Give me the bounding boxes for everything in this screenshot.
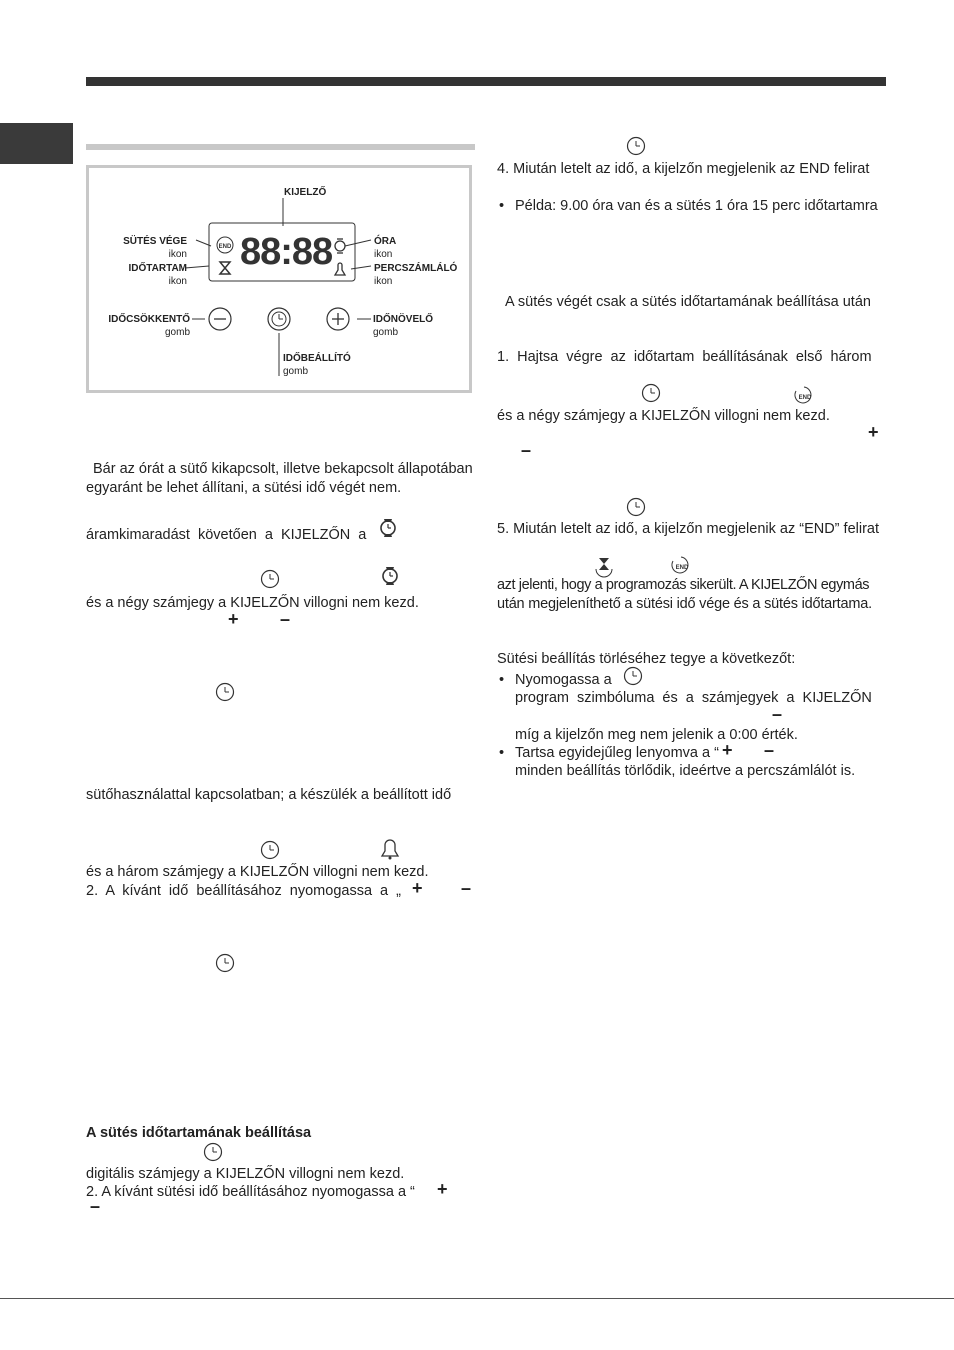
clock-icon	[259, 840, 281, 860]
control-panel-diagram	[86, 165, 472, 393]
right-paragraph-8: után megjeleníthető a sütési idő vége és a sütés időtartama.	[497, 596, 872, 612]
right-paragraph-11: program szimbóluma és a számjegyek a KIJELZŐN	[515, 690, 872, 706]
header-bar	[86, 77, 886, 86]
duration-sub: ikon	[168, 276, 187, 287]
clock-icon	[625, 497, 647, 517]
section-heading: A sütés időtartamának beállítása	[86, 1125, 312, 1141]
watch-icon	[379, 561, 401, 591]
left-paragraph-1b: egyaránt be lehet állítani, a sütési idő végét nem.	[86, 480, 402, 496]
clock-title: ÓRA	[374, 236, 397, 247]
watch-icon	[377, 513, 399, 543]
bell-icon	[335, 263, 345, 275]
duration-title: IDŐTARTAM	[128, 263, 187, 274]
timer-title: PERCSZÁMLÁLÓ	[374, 263, 458, 274]
right-paragraph-6: 5. Miután letelt az idő, a kijelzőn megjelenik az “END” felirat	[497, 521, 879, 537]
watch-icon	[335, 239, 345, 253]
section-bar	[86, 144, 475, 150]
plus-symbol: +	[412, 878, 423, 898]
minus-symbol: –	[772, 704, 783, 724]
decrease-sub: gomb	[164, 327, 190, 338]
right-paragraph-12: míg a kijelzőn meg nem jelenik a 0:00 érték.	[515, 727, 798, 743]
increase-sub: gomb	[373, 327, 399, 338]
clock-icon	[214, 682, 236, 702]
cook-end-sub: ikon	[168, 249, 187, 260]
increase-label	[373, 313, 433, 339]
clock-icon	[214, 953, 236, 973]
end-icon	[792, 385, 816, 405]
right-paragraph-2: Példa: 9.00 óra van és a sütés 1 óra 15 perc időtartamra	[515, 198, 878, 214]
bullet: •	[499, 198, 505, 214]
right-paragraph-13: Tartsa egyidejűleg lenyomva a “	[515, 745, 719, 761]
hourglass-icon	[593, 555, 615, 575]
setter-sub: gomb	[283, 366, 309, 377]
display-label: KIJELZŐ	[284, 187, 327, 198]
side-tab	[0, 123, 73, 164]
minus-symbol: –	[521, 440, 532, 460]
cook-end-label	[116, 235, 187, 261]
minus-symbol: –	[90, 1196, 101, 1216]
lcd-digits: 88:88	[240, 231, 333, 273]
right-paragraph-3: A sütés végét csak a sütés időtartamának beállítása után	[505, 294, 871, 310]
left-paragraph-1a: Bár az órát a sütő kikapcsolt, illetve bekapcsolt állapotában	[93, 461, 473, 477]
svg-text:END: END	[798, 395, 812, 401]
right-paragraph-10: Nyomogassa a	[515, 672, 612, 688]
right-paragraph-14: minden beállítás törlődik, ideértve a percszámlálót is.	[515, 763, 856, 779]
bell-icon	[379, 838, 401, 860]
left-paragraph-4: sütőhasználattal kapcsolatban; a készülék a beállított idő	[86, 787, 452, 803]
left-paragraph-8: 2. A kívánt sütési idő beállításához nyomogassa a “	[86, 1184, 415, 1200]
duration-label	[116, 262, 187, 288]
timer-label	[374, 262, 457, 288]
right-paragraph-5: és a négy számjegy a KIJELZŐN villogni nem kezd.	[497, 408, 830, 424]
increase-title: IDŐNÖVELŐ	[373, 314, 434, 325]
hourglass-icon	[220, 262, 230, 274]
bullet: •	[499, 745, 505, 761]
right-paragraph-4: 1. Hajtsa végre az időtartam beállításának első három	[497, 349, 872, 365]
left-paragraph-2: áramkimaradást követően a KIJELZŐN a	[86, 527, 367, 543]
decrease-title: IDŐCSÖKKENTŐ	[108, 314, 190, 325]
end-icon	[669, 555, 693, 575]
plus-symbol: +	[228, 609, 239, 629]
minus-symbol: –	[461, 878, 472, 898]
clock-icon	[259, 569, 281, 589]
svg-text:END: END	[675, 565, 689, 571]
clock-icon	[202, 1142, 224, 1162]
clock-sub: ikon	[374, 249, 393, 260]
left-paragraph-3: és a négy számjegy a KIJELZŐN villogni nem kezd.	[86, 595, 419, 611]
setter-title: IDŐBEÁLLÍTÓ	[283, 353, 351, 364]
setter-label	[283, 352, 351, 378]
left-paragraph-5: és a három számjegy a KIJELZŐN villogni nem kezd.	[86, 864, 429, 880]
clock-icon	[625, 136, 647, 156]
clock-icon	[640, 383, 662, 403]
clock-label	[374, 235, 396, 261]
plus-symbol: +	[722, 740, 733, 760]
timer-sub: ikon	[374, 276, 393, 287]
svg-text:END: END	[218, 244, 232, 250]
clock-icon	[622, 666, 644, 686]
cook-end-title: SÜTÉS VÉGE	[123, 236, 187, 247]
right-paragraph-9: Sütési beállítás törléséhez tegye a következőt:	[497, 651, 796, 667]
right-paragraph-1: 4. Miután letelt az idő, a kijelzőn megjelenik az END felirat	[497, 161, 870, 177]
left-paragraph-7: digitális számjegy a KIJELZŐN villogni nem kezd.	[86, 1166, 405, 1182]
minus-symbol: –	[280, 609, 291, 629]
plus-symbol: +	[868, 422, 879, 442]
plus-symbol: +	[437, 1179, 448, 1199]
decrease-label	[94, 313, 190, 339]
right-paragraph-7: azt jelenti, hogy a programozás sikerült. A KIJELZŐN egymás	[497, 577, 870, 593]
minus-symbol: –	[764, 740, 775, 760]
bullet: •	[499, 672, 505, 688]
left-paragraph-6: 2. A kívánt idő beállításához nyomogassa a „	[86, 883, 401, 899]
footer-line	[0, 1298, 954, 1299]
